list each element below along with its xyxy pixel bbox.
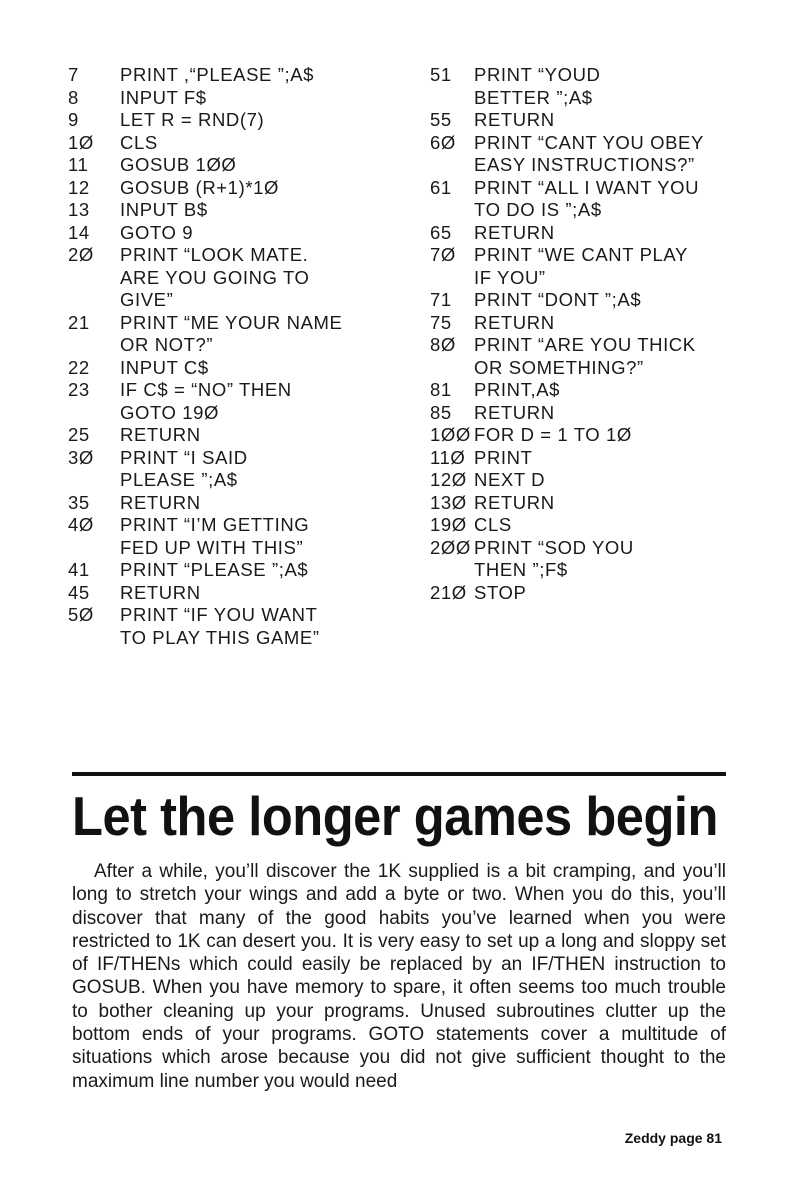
- basic-statement: GOSUB 1ØØ: [120, 154, 237, 175]
- line-number: 13Ø: [430, 491, 467, 513]
- line-number: 6Ø: [430, 131, 456, 153]
- line-number: 21Ø: [430, 581, 467, 603]
- basic-statement: PRINT “I SAID PLEASE ”;A$: [120, 446, 248, 490]
- line-number: 11Ø: [430, 446, 466, 468]
- code-line: [68, 379, 408, 424]
- line-number: 7: [68, 64, 79, 85]
- basic-statement: PRINT “I’M GETTING FED UP WITH THIS”: [120, 514, 310, 558]
- line-number: 8: [68, 86, 79, 108]
- line-number: 35: [68, 491, 90, 513]
- basic-statement: PRINT “YOUD BETTER ”;A$: [474, 64, 601, 108]
- code-line: [430, 64, 760, 109]
- code-line: [430, 582, 760, 605]
- basic-statement: LET R = RND(7): [120, 109, 265, 130]
- line-number: 2Ø: [68, 244, 94, 265]
- basic-statement: PRINT “ARE YOU THICK OR SOMETHING?”: [474, 334, 696, 378]
- line-number: 13: [68, 199, 90, 220]
- code-line: [68, 424, 408, 447]
- line-number: 25: [68, 424, 90, 445]
- line-number: 23: [68, 379, 90, 400]
- line-number: 81: [430, 379, 452, 400]
- basic-statement: INPUT F$: [120, 86, 207, 108]
- code-line: [68, 64, 408, 87]
- line-number: 51: [430, 64, 452, 85]
- line-number: 75: [430, 311, 452, 333]
- basic-statement: GOTO 9: [120, 221, 194, 243]
- code-line: [68, 514, 408, 559]
- line-number: 3Ø: [68, 446, 94, 468]
- basic-statement: RETURN: [120, 491, 201, 513]
- line-number: 71: [430, 289, 452, 310]
- code-line: [430, 109, 760, 132]
- basic-statement: GOSUB (R+1)*1Ø: [120, 176, 280, 198]
- line-number: 8Ø: [430, 334, 456, 355]
- basic-statement: PRINT “ALL I WANT YOU TO DO IS ”;A$: [474, 176, 700, 220]
- line-number: 41: [68, 559, 90, 580]
- basic-statement: NEXT D: [474, 469, 546, 490]
- basic-statement: INPUT C$: [120, 356, 209, 378]
- code-line: [430, 132, 760, 177]
- line-number: 12Ø: [430, 469, 467, 490]
- basic-statement: PRINT ,“PLEASE ”;A$: [120, 64, 315, 85]
- body-paragraph: After a while, you’ll discover the 1K supplied is a bit cramping, and you’ll long to stretch your wings and add a byte or two. When you do this, you’ll discover that many of the good habits you’ve learned when you were restricted to 1K can desert you. It is very easy to set up a long and sloppy set of IF/THENs which could easily be replaced by an IF/THEN instruction to GOSUB. When you have memory to spare, it often seems too much trouble to bother cleaning up your programs. Unused subroutines clutter up the bottom ends of your programs. GOTO statements cover a multitude of situations which arose because you did not give sufficient thought to the maximum line number you would need: [72, 861, 726, 1092]
- code-line: [68, 109, 408, 132]
- code-line: [430, 424, 760, 447]
- line-number: 5Ø: [68, 604, 94, 625]
- line-number: 1Ø: [68, 131, 94, 153]
- code-line: [430, 177, 760, 222]
- basic-statement: PRINT “CANT YOU OBEY EASY INSTRUCTIONS?”: [474, 131, 704, 175]
- line-number: 85: [430, 401, 452, 423]
- code-line: [430, 469, 760, 492]
- code-line: [68, 222, 408, 245]
- basic-statement: RETURN: [474, 109, 555, 130]
- basic-statement: CLS: [120, 131, 158, 153]
- code-line: [68, 357, 408, 380]
- line-number: 21: [68, 311, 90, 333]
- basic-statement: FOR D = 1 TO 1Ø: [474, 424, 632, 445]
- basic-statement: PRINT “IF YOU WANT TO PLAY THIS GAME”: [120, 604, 320, 648]
- page-footer: Zeddy page 81: [624, 1130, 722, 1146]
- code-line: [68, 132, 408, 155]
- code-line: [430, 289, 760, 312]
- code-line: [68, 559, 408, 582]
- code-line: [430, 222, 760, 245]
- code-line: [430, 312, 760, 335]
- line-number: 14: [68, 221, 90, 243]
- line-number: 12: [68, 176, 90, 198]
- code-line: [68, 447, 408, 492]
- code-line: [430, 402, 760, 425]
- section-heading: Let the longer games begin: [72, 785, 718, 847]
- basic-statement: CLS: [474, 514, 512, 535]
- basic-statement: RETURN: [474, 491, 555, 513]
- basic-statement: RETURN: [474, 311, 555, 333]
- basic-statement: PRINT “PLEASE ”;A$: [120, 559, 309, 580]
- line-number: 45: [68, 581, 90, 603]
- basic-statement: PRINT “ME YOUR NAME OR NOT?”: [120, 311, 343, 355]
- line-number: 55: [430, 109, 452, 130]
- basic-statement: RETURN: [120, 581, 201, 603]
- code-line: [430, 514, 760, 537]
- line-number: 65: [430, 221, 452, 243]
- section-divider: [72, 772, 726, 776]
- line-number: 1ØØ: [430, 424, 471, 445]
- line-number: 4Ø: [68, 514, 94, 535]
- line-number: 2ØØ: [430, 536, 471, 558]
- code-line: [430, 447, 760, 470]
- basic-statement: INPUT B$: [120, 199, 208, 220]
- line-number: 9: [68, 109, 79, 130]
- code-line: [430, 379, 760, 402]
- line-number: 61: [430, 176, 452, 198]
- basic-statement: PRINT,A$: [474, 379, 561, 400]
- basic-statement: PRINT: [474, 446, 533, 468]
- code-line: [68, 492, 408, 515]
- code-line: [68, 244, 408, 312]
- basic-statement: PRINT “DONT ”;A$: [474, 289, 642, 310]
- line-number: 22: [68, 356, 90, 378]
- basic-statement: RETURN: [474, 221, 555, 243]
- code-listing-right-column: [430, 64, 760, 604]
- basic-statement: RETURN: [120, 424, 201, 445]
- code-line: [68, 177, 408, 200]
- basic-statement: PRINT “WE CANT PLAY IF YOU”: [474, 244, 688, 288]
- code-line: [68, 604, 408, 649]
- basic-statement: IF C$ = “NO” THEN GOTO 19Ø: [120, 379, 292, 423]
- code-line: [430, 244, 760, 289]
- code-line: [68, 199, 408, 222]
- basic-statement: RETURN: [474, 401, 555, 423]
- line-number: 7Ø: [430, 244, 456, 265]
- line-number: 19Ø: [430, 514, 467, 535]
- code-line: [68, 582, 408, 605]
- basic-statement: PRINT “LOOK MATE. ARE YOU GOING TO GIVE”: [120, 244, 310, 310]
- basic-statement: STOP: [474, 581, 527, 603]
- code-listing-left-column: [68, 64, 408, 649]
- code-line: [68, 154, 408, 177]
- basic-statement: PRINT “SOD YOU THEN ”;F$: [474, 536, 634, 580]
- code-line: [430, 537, 760, 582]
- line-number: 11: [68, 154, 89, 175]
- code-line: [430, 492, 760, 515]
- code-line: [430, 334, 760, 379]
- code-line: [68, 87, 408, 110]
- code-line: [68, 312, 408, 357]
